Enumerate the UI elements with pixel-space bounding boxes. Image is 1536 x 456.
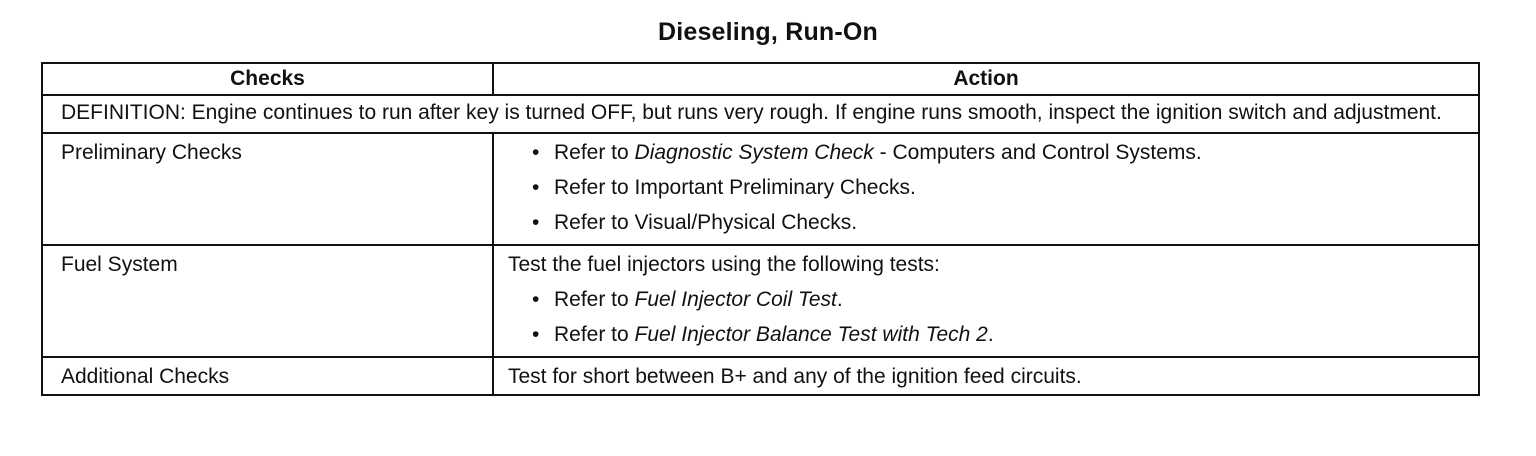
- action-cell: [493, 133, 1479, 245]
- item-text: Refer to: [554, 288, 635, 311]
- action-cell: [493, 245, 1479, 357]
- table-row-additional-checks: [42, 357, 1479, 395]
- bullet-icon: •: [532, 323, 540, 346]
- table-row-preliminary-checks: [42, 133, 1479, 245]
- item-reference: Diagnostic System Check: [634, 141, 874, 164]
- check-name: Fuel System: [42, 245, 493, 357]
- item-suffix: .: [836, 288, 843, 311]
- item-reference: Fuel Injector Balance Test with Tech 2: [634, 323, 988, 346]
- list-item: [508, 175, 1464, 201]
- definition-row: [42, 95, 1479, 133]
- definition-text: DEFINITION: Engine continues to run after key is turned OFF, but runs very rough. If engine runs smooth, inspect the ignition switch and adjustment.: [42, 95, 1479, 133]
- checks-column-header: Checks: [42, 63, 493, 95]
- item-text: Refer to: [554, 141, 635, 164]
- item-text: Refer to: [554, 323, 635, 346]
- action-text: Test for short between B+ and any of the ignition feed circuits.: [493, 357, 1479, 395]
- action-list: [508, 140, 1464, 236]
- list-item: [508, 287, 1464, 313]
- action-column-header: Action: [493, 63, 1479, 95]
- diagnostic-table: [41, 62, 1480, 396]
- action-intro: Test the fuel injectors using the following tests:: [508, 253, 940, 276]
- bullet-icon: •: [532, 176, 540, 199]
- item-text: Refer to Visual/Physical Checks.: [554, 211, 858, 234]
- list-item: [508, 322, 1464, 348]
- page-title: Dieseling, Run-On: [657, 18, 879, 46]
- item-suffix: - Computers and Control Systems.: [873, 141, 1202, 164]
- action-list: [508, 287, 1464, 348]
- check-name: Additional Checks: [42, 357, 493, 395]
- list-item: [508, 140, 1464, 166]
- header-row: [42, 63, 1479, 95]
- item-suffix: .: [987, 323, 994, 346]
- check-name: Preliminary Checks: [42, 133, 493, 245]
- list-item: [508, 210, 1464, 236]
- bullet-icon: •: [532, 288, 540, 311]
- bullet-icon: •: [532, 141, 540, 164]
- item-reference: Fuel Injector Coil Test: [634, 288, 837, 311]
- bullet-icon: •: [532, 211, 540, 234]
- table-row-fuel-system: [42, 245, 1479, 357]
- item-text: Refer to Important Preliminary Checks.: [554, 176, 916, 199]
